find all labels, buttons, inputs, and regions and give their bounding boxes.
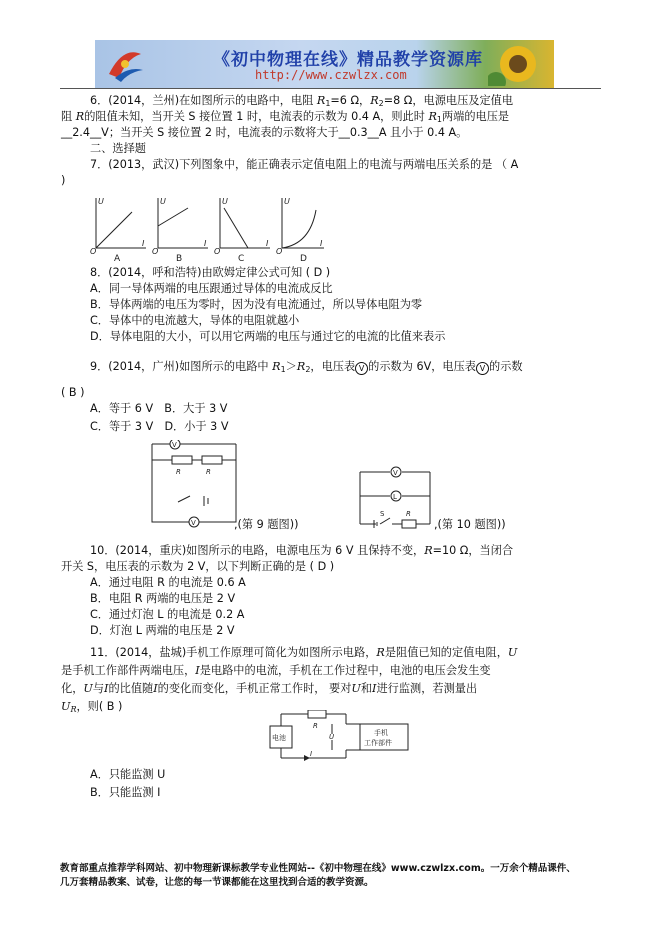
svg-text:I: I [266, 239, 269, 248]
svg-text:U: U [222, 197, 228, 206]
footer-line-1: 教育部重点推荐学科网站、初中物理新课标教学专业性网站--《初中物理在线》www.czwlzx.com。一万余个精品课件、 [60, 863, 576, 874]
q8-stem: 8．(2014，呼和浩特)由欧姆定律公式可知 ( D ) [90, 266, 331, 279]
q8-option-c: C．导体中的电流越大，导体的电阻就越小 [90, 314, 300, 327]
svg-text:V: V [191, 519, 196, 527]
svg-text:V: V [172, 441, 177, 449]
q7-graph-c-label: C [238, 254, 245, 264]
fig9-caption: ,(第 9 题图)) [234, 518, 299, 531]
q9-options-ab: A．等于 6 V B．大于 3 V [90, 402, 228, 415]
svg-text:R: R [176, 468, 181, 476]
q10-line1: 10．(2014，重庆)如图所示的电路，电源电压为 6 V 且保持不变，R=10 Ω，当闭合 [90, 544, 514, 557]
q6-line2: 阻 R的阻值未知，当开关 S 接位置 1 时，电流表的示数为 0.4 A，则此时 $R_1$两端的电压是 [61, 110, 510, 124]
q8-option-a: A．同一导体两端的电压跟通过导体的电流成反比 [90, 282, 333, 295]
svg-text:V: V [393, 469, 398, 477]
q9-answer: ( B ) [61, 386, 85, 399]
fig11-phone-label-1: 手机 [374, 729, 388, 737]
banner-url[interactable]: http://www.czwlzx.com [255, 68, 407, 82]
footer-line-2: 几万套精品教案、试卷，让您的每一节课都能在这里找到合适的教学资源。 [60, 877, 374, 888]
fig11-circuit [268, 710, 418, 762]
voltmeter-v2-icon: V [476, 362, 489, 375]
sunflower-icon [488, 42, 548, 86]
svg-text:O: O [90, 247, 97, 256]
q11-line2: 是手机工作部件两端电压，I是电路中的电流，手机在工作过程中，电池的电压会发生变 [61, 664, 491, 677]
q11-option-b: B．只能监测 I [90, 786, 161, 799]
q7-stem-end: ) [61, 174, 66, 187]
q6-answer-2: __0.3__ [338, 126, 379, 139]
fig9-circuit [150, 440, 240, 532]
q10-option-a: A．通过电阻 R 的电流是 0.6 A [90, 576, 246, 589]
svg-text:U: U [160, 197, 166, 206]
site-logo-icon [105, 44, 145, 84]
svg-text:R: R [313, 722, 318, 730]
fig11-battery-label: 电池 [272, 734, 286, 742]
q6-answer-1: __2.4__ [61, 126, 102, 139]
svg-text:O: O [214, 247, 221, 256]
header-rule [60, 88, 601, 89]
banner-title: 《初中物理在线》精品教学资源库 [213, 50, 483, 70]
q10-option-c: C．通过灯泡 L 的电流是 0.2 A [90, 608, 245, 621]
svg-text:I: I [320, 239, 323, 248]
q11-option-a: A．只能监测 U [90, 768, 166, 781]
page-footer [60, 862, 576, 890]
q11-line3: 化，U与I的比值随I的变化而变化，手机正常工作时， 要对U和I进行监测，若测量出 [61, 682, 478, 695]
q9-options-cd: C．等于 3 V D．小于 3 V [90, 420, 229, 433]
svg-text:U: U [284, 197, 290, 206]
svg-text:L: L [393, 493, 397, 501]
q10-option-b: B．电阻 R 两端的电压是 2 V [90, 592, 236, 605]
q10-option-d: D．灯泡 L 两端的电压是 2 V [90, 624, 235, 637]
svg-text:I: I [310, 750, 313, 758]
svg-text:U: U [329, 733, 335, 741]
q6-line3: __2.4__V；当开关 S 接位置 2 时，电流表的示数将大于__0.3__A 且小于 0.4 A。 [61, 126, 468, 139]
q7-stem: 7．(2013，武汉)下列图象中，能正确表示定值电阻上的电流与两端电压关系的是 （ A [90, 158, 519, 171]
q7-graphs [88, 192, 328, 264]
q6-line1: 6．(2014，兰州)在如图所示的电路中，电阻 $R_1=6$ Ω，$R_2=8$ Ω，电源电压及定值电 [90, 94, 514, 108]
voltmeter-v1-icon: V [355, 362, 368, 375]
q8-option-d: D．导体电阻的大小，可以用它两端的电压与通过它的电流的比值来表示 [90, 330, 446, 343]
q11-line4: $U_R$，则( B ) [61, 700, 123, 714]
q7-graph-a-label: A [114, 254, 121, 264]
svg-text:O: O [276, 247, 283, 256]
svg-text:S: S [380, 510, 385, 518]
svg-text:U: U [98, 197, 104, 206]
q7-graph-d-label: D [300, 254, 307, 264]
fig10-caption: ,(第 10 题图)) [434, 518, 506, 531]
q11-line1: 11．(2014，盐城)手机工作原理可简化为如图所示电路，R是阻值已知的定值电阻，U [90, 646, 518, 659]
q8-option-b: B．导体两端的电压为零时，因为没有电流通过，所以导体电阻为零 [90, 298, 423, 311]
header-banner [95, 40, 554, 88]
svg-text:O: O [152, 247, 159, 256]
q10-line2: 开关 S，电压表的示数为 2 V，以下判断正确的是 ( D ) [61, 560, 335, 573]
svg-text:R: R [206, 468, 211, 476]
q7-graph-b-label: B [176, 254, 183, 264]
q9-stem: 9．(2014，广州)如图所示的电路中 $R_1>R_2$，电压表 V 的示数为 6V，电压表 V 的示数 [90, 360, 523, 374]
svg-text:I: I [142, 239, 145, 248]
fig11-phone-label-2: 工作部件 [364, 739, 392, 747]
svg-text:R: R [406, 510, 411, 518]
fig10-circuit [356, 466, 436, 530]
section-heading: 二、选择题 [90, 142, 146, 155]
svg-text:I: I [204, 239, 207, 248]
